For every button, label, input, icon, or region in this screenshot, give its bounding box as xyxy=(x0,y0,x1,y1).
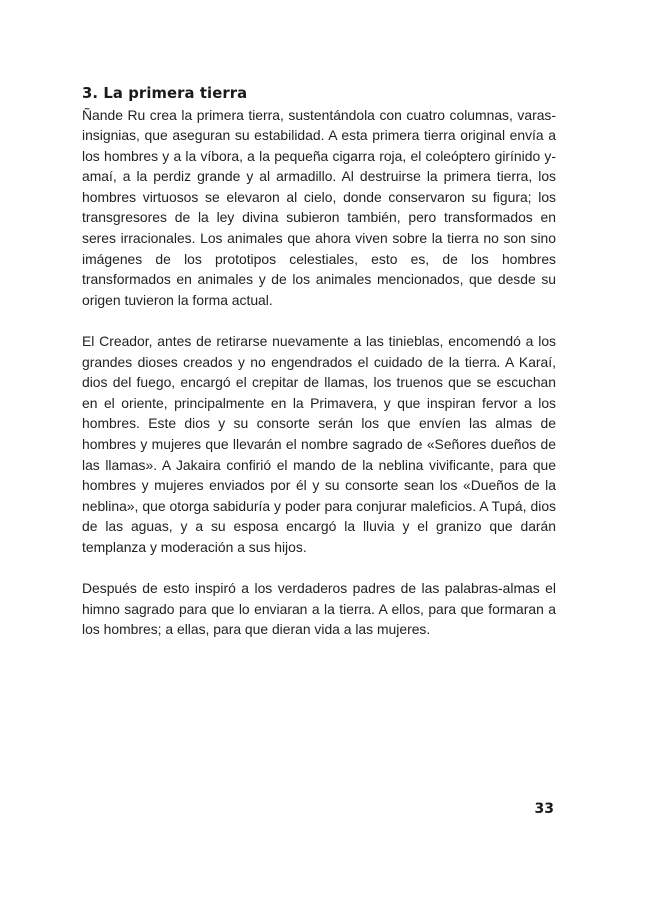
page-content xyxy=(82,84,556,640)
paragraph-3: Después de esto inspiró a los verdaderos padres de las palabras-almas el himno sagrado para que lo enviaran a la tierra. A ellos, para que formaran a los hombres; a ellas, para que dieran vida a las mujeres. xyxy=(82,580,556,638)
paragraph-1: Ñande Ru crea la primera tierra, sustentándola con cuatro columnas, varas-insignias, que aseguran su estabilidad. A esta primera tierra original envía a los hombres y a la víbora, a la pequeña cigarra roja, el coleóptero girínido y-amaí, a la perdiz grande y al armadillo. Al destruirse la primera tierra, los hombres virtuosos se elevaron al cielo, donde conservaron su figura; los transgresores de la ley divina subieron también, pero transformados en seres irracionales. Los animales que ahora viven sobre la tierra no son sino imágenes de los prototipos celestiales, esto es, de los hombres transformados en animales y de los animales mencionados, que desde su origen tuvieron la forma actual. xyxy=(82,106,556,308)
page-number: 33 xyxy=(534,801,554,817)
section-title: 3. La primera tierra xyxy=(82,85,248,102)
paragraph-2: El Creador, antes de retirarse nuevamente a las tinieblas, encomendó a los grandes dioses creados y no engendrados el cuidado de la tierra. A Karaí, dios del fuego, encargó el crepitar de llamas, los truenos que se escuchan en el oriente, principalmente en la Primavera, y que inspiran fervor a los hombres. Este dios y su consorte serán los que envíen las almas de hombres y mujeres que llevarán el nombre sagrado de «Señores dueños de las llamas». A Jakaira confirió el mando de la neblina vivificante, para que hombres y mujeres enviados por él y su consorte sean los «Dueños de la neblina», que otorga sabiduría y poder para conjurar maleficios. A Tupá, dios de las aguas, y a su esposa encargó la lluvia y el granizo que darán templanza y moderación a sus hijos. xyxy=(82,333,556,555)
